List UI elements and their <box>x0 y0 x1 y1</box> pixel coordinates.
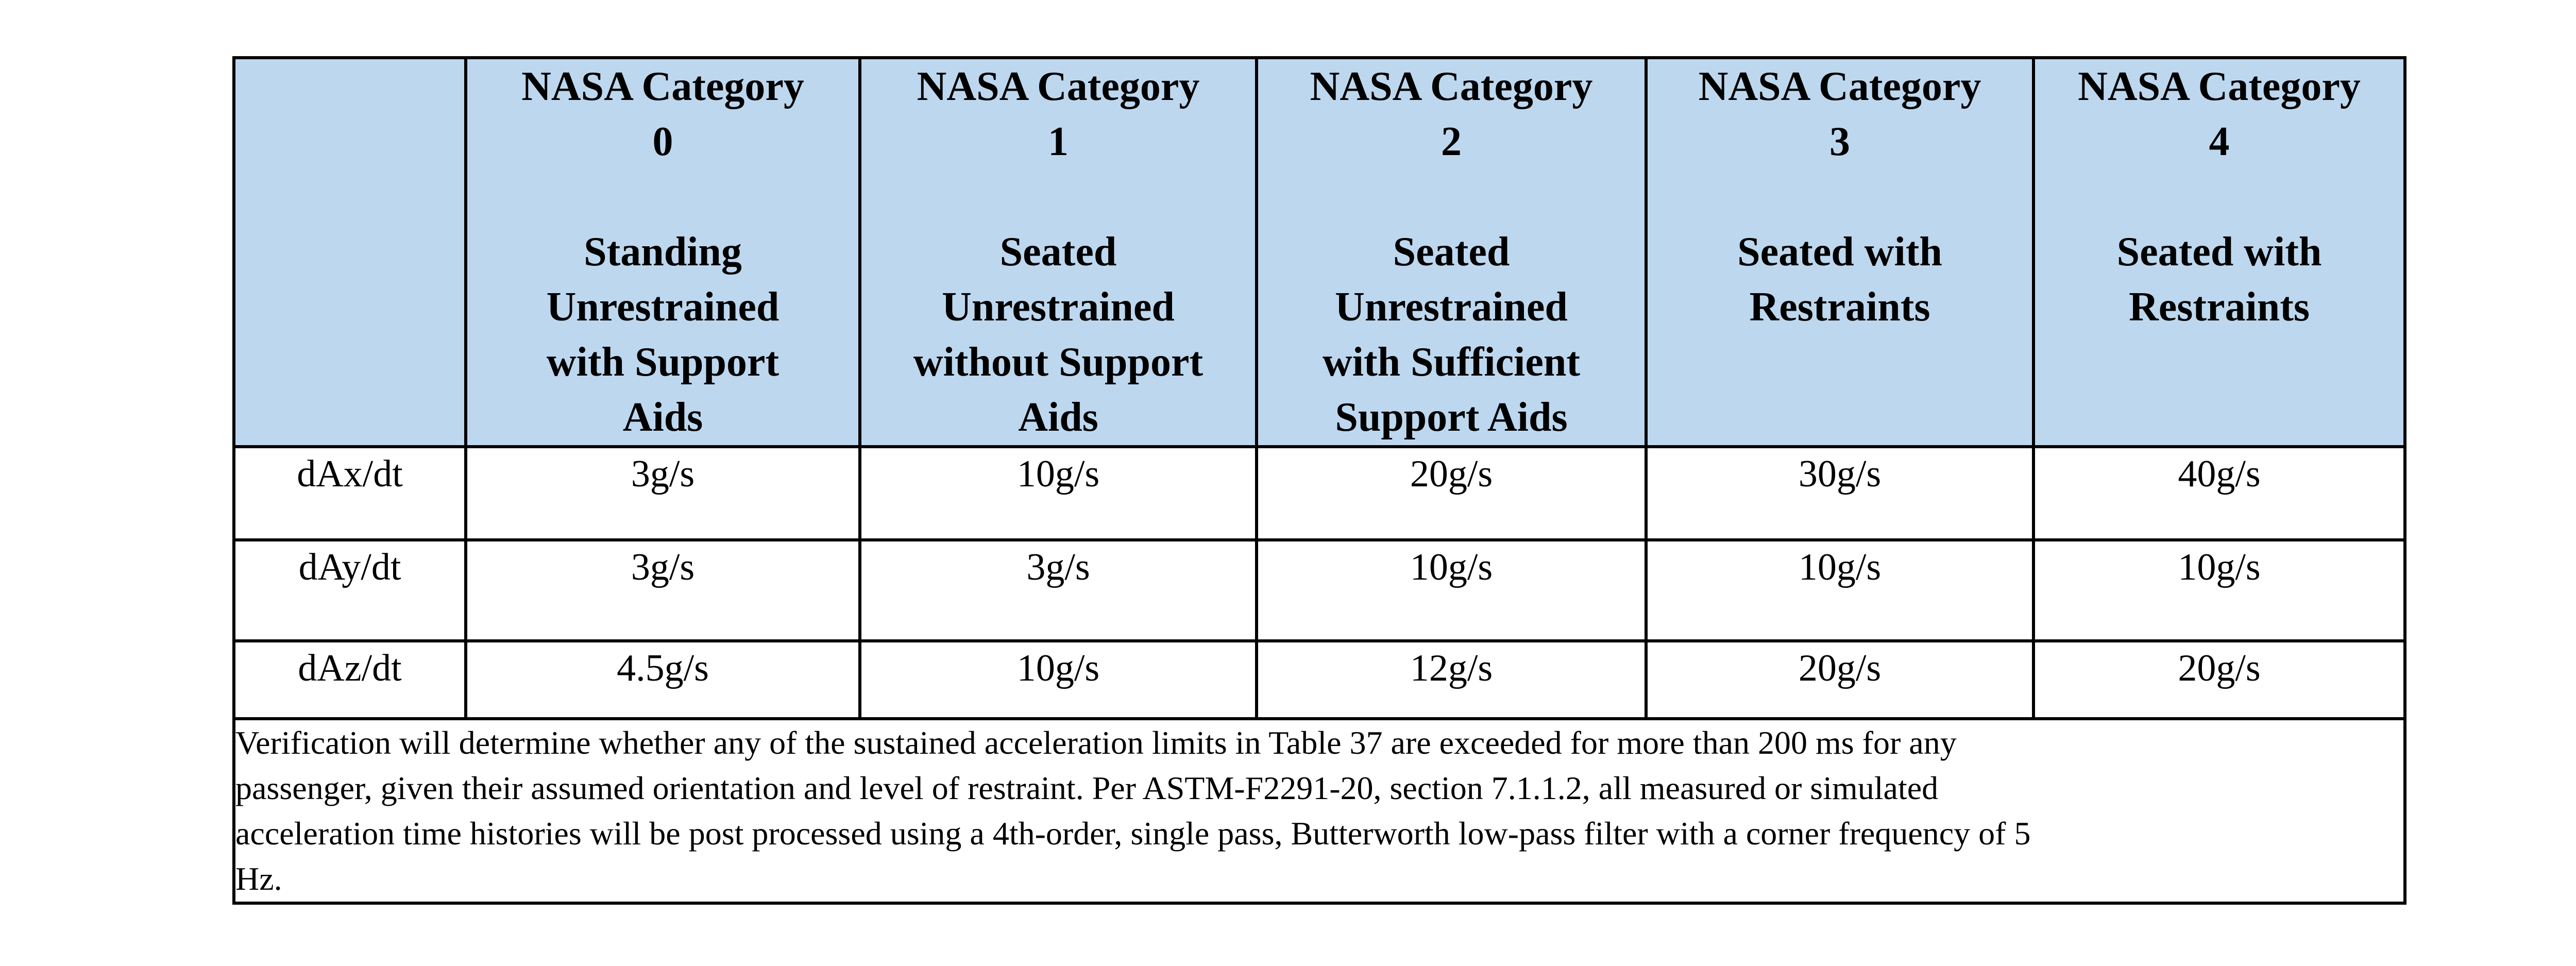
category-number: 3 <box>1829 119 1850 164</box>
header-category-0 <box>466 58 860 447</box>
value-cell: 30g/s <box>1646 447 2033 540</box>
category-number: 2 <box>1441 119 1462 164</box>
note-line: acceleration time histories will be post processed using a 4th-order, single pass, Butterworth low-pass filter with a corner frequency of 5 <box>235 815 2031 852</box>
row-label-daz: dAz/dt <box>234 641 466 719</box>
header-row <box>234 58 2405 447</box>
header-category-1 <box>860 58 1257 447</box>
note-row <box>234 719 2405 903</box>
value-cell: 10g/s <box>2033 540 2405 641</box>
header-category-3 <box>1646 58 2033 447</box>
value-cell: 3g/s <box>466 447 860 540</box>
category-description-line: Seated <box>999 229 1117 275</box>
value-cell: 12g/s <box>1257 641 1646 719</box>
note-line: Hz. <box>235 860 282 897</box>
category-description-line: Unrestrained <box>546 284 779 330</box>
category-title: NASA Category <box>521 64 804 109</box>
header-category-4 <box>2033 58 2405 447</box>
note-line: passenger, given their assumed orientation and level of restraint. Per ASTM-F2291-20, section 7.1.1.2, all measured or simulated <box>235 770 1939 806</box>
category-title: NASA Category <box>917 64 1200 109</box>
verification-note <box>234 719 2405 903</box>
category-description-line: Seated with <box>1737 229 1942 275</box>
value-cell: 10g/s <box>860 447 1257 540</box>
category-description-line: Seated with <box>2116 229 2322 275</box>
value-cell: 20g/s <box>2033 641 2405 719</box>
category-title: NASA Category <box>2078 64 2361 109</box>
category-description-line: Aids <box>1018 395 1098 440</box>
value-cell: 10g/s <box>1646 540 2033 641</box>
category-description-line: without Support <box>913 340 1204 385</box>
value-cell: 10g/s <box>1257 540 1646 641</box>
value-cell: 20g/s <box>1257 447 1646 540</box>
category-description-line: Restraints <box>1749 284 1930 330</box>
note-line: Verification will determine whether any of the sustained acceleration limits in Table 37 are exceeded for more than 200 ms for any <box>235 724 1957 761</box>
value-cell: 10g/s <box>860 641 1257 719</box>
category-number: 0 <box>652 119 673 164</box>
category-description-line: with Support <box>546 340 779 385</box>
category-description-line: Unrestrained <box>942 284 1175 330</box>
category-number: 1 <box>1048 119 1069 164</box>
table-row <box>234 540 2405 641</box>
row-label-dax: dAx/dt <box>234 447 466 540</box>
corner-cell <box>234 58 466 447</box>
header-category-2 <box>1257 58 1646 447</box>
category-title: NASA Category <box>1310 64 1593 109</box>
value-cell: 3g/s <box>466 540 860 641</box>
table-row <box>234 447 2405 540</box>
value-cell: 20g/s <box>1646 641 2033 719</box>
category-description-line: Aids <box>622 395 703 440</box>
acceleration-limits-table <box>232 56 2406 905</box>
row-label-day: dAy/dt <box>234 540 466 641</box>
category-description-line: Restraints <box>2128 284 2310 330</box>
category-description-line: Support Aids <box>1335 395 1568 440</box>
value-cell: 4.5g/s <box>466 641 860 719</box>
value-cell: 40g/s <box>2033 447 2405 540</box>
value-cell: 3g/s <box>860 540 1257 641</box>
category-description-line: Unrestrained <box>1335 284 1568 330</box>
category-description-line: Standing <box>584 229 742 275</box>
category-title: NASA Category <box>1698 64 1981 109</box>
table-row <box>234 641 2405 719</box>
category-number: 4 <box>2209 119 2230 164</box>
category-description-line: Seated <box>1393 229 1510 275</box>
category-description-line: with Sufficient <box>1323 340 1580 385</box>
